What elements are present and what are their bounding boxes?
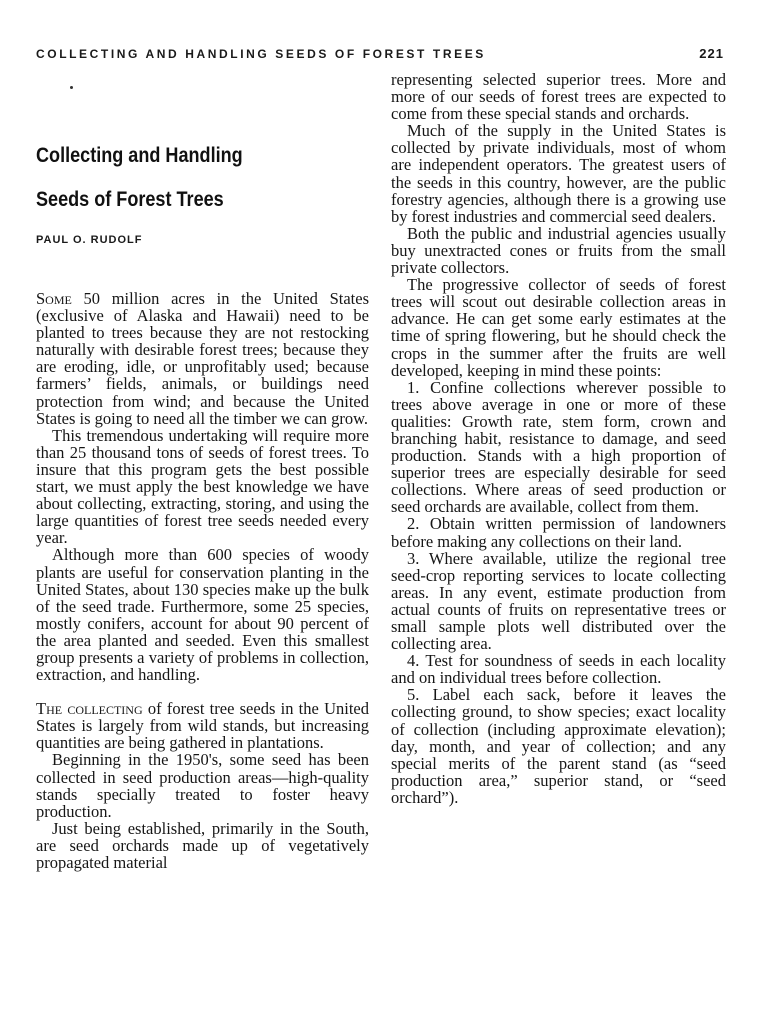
lead-in-smallcaps: The collecting: [36, 699, 143, 719]
paragraph: This tremendous undertaking will require more than 25 thousand tons of seeds of forest trees. To insure that this program gets the best possible start, we must apply the best knowledge we have about collecting, extracting, storing, and using the large quantities of forest tree seeds needed every year.: [36, 425, 369, 548]
article-title: [36, 134, 311, 222]
list-item: 2. Obtain written permission of landowners before making any collections on their land.: [391, 514, 726, 551]
paragraph: Just being established, primarily in the South, are seed orchards made up of vegetatively propagated material: [36, 818, 369, 872]
list-item: 1. Confine collections wherever possible to trees above average in one or more of these qualities: Growth rate, stem form, crown and branching habit, resistance to damage, and seed production. Stands with a high proportion of superior trees are especially desirable for seed collections. Where areas of seed production or seed orchards are available, collect from them.: [391, 377, 726, 517]
paragraph: Although more than 600 species of woody plants are useful for conservation planting in the United States, about 130 species make up the bulk of the seed trade. Furthermore, some 25 species, mostly conifers, account for about 90 percent of the area planted and seeded. Even this smallest group presents a variety of problems in collection, extraction, and handling.: [36, 545, 369, 685]
paragraph-section-start: The collecting of forest tree seeds in the United States is largely from wild stands, but increasing quantities are being gathered in plantations.: [36, 699, 369, 753]
paragraph: The progressive collector of seeds of forest trees will scout out desirable collection areas in advance. He can get some early estimates at the time of spring flowering, but he should check the crops in the summer after the fruits are well developed, keeping in mind these points:: [391, 275, 726, 380]
lead-in-smallcaps: Some: [36, 289, 72, 308]
author-byline: PAUL O. RUDOLF: [36, 234, 143, 246]
paragraph: Beginning in the 1950's, some seed has been collected in seed production areas—high-quality stands specially treated to foster heavy production.: [36, 750, 369, 821]
list-item: 4. Test for soundness of seeds in each locality and on individual trees before collection.: [391, 651, 726, 688]
paragraph-continued: representing selected superior trees. More and more of our seeds of forest trees are expected to come from these special stands and orchards.: [391, 70, 726, 124]
left-column: [36, 290, 369, 871]
running-header: [36, 44, 724, 64]
right-column: [391, 71, 726, 806]
title-line-2: Seeds of Forest Trees: [36, 188, 224, 211]
list-item: 3. Where available, utilize the regional tree seed-crop reporting services to locate collecting areas. In any event, estimate production from actual counts of fruits on representative trees or small sample plots well distributed over the collecting area.: [391, 548, 726, 654]
running-title: COLLECTING AND HANDLING SEEDS OF FOREST TREES: [36, 47, 486, 61]
page-number: 221: [699, 46, 724, 61]
paragraph-intro: Some 50 million acres in the United States (exclusive of Alaska and Hawaii) need to be planted to trees because they are not restocking naturally with desirable forest trees; because they are eroding, idle, or unprofitably used; because farmers’ fields, animals, or buildings need protection from wind; and because the United States is going to need all the timber we can grow.: [36, 289, 369, 428]
title-line-1: Collecting and Handling: [36, 144, 243, 167]
print-speck: [70, 86, 73, 89]
paragraph: Much of the supply in the United States is collected by private individuals, most of whom are independent operators. The greatest users of the seeds in this country, however, are the public forestry agencies, although there is a growing use by forest industries and commercial seed dealers.: [391, 121, 726, 226]
list-item: 5. Label each sack, before it leaves the collecting ground, to show species; exact locality of collection (including approximate elevation); day, month, and year of collection; and any special merits of the parent stand (as “seed production area,” superior stand, or “seed orchard”).: [391, 685, 726, 807]
paragraph: Both the public and industrial agencies usually buy unextracted cones or fruits from the small private collectors.: [391, 223, 726, 278]
